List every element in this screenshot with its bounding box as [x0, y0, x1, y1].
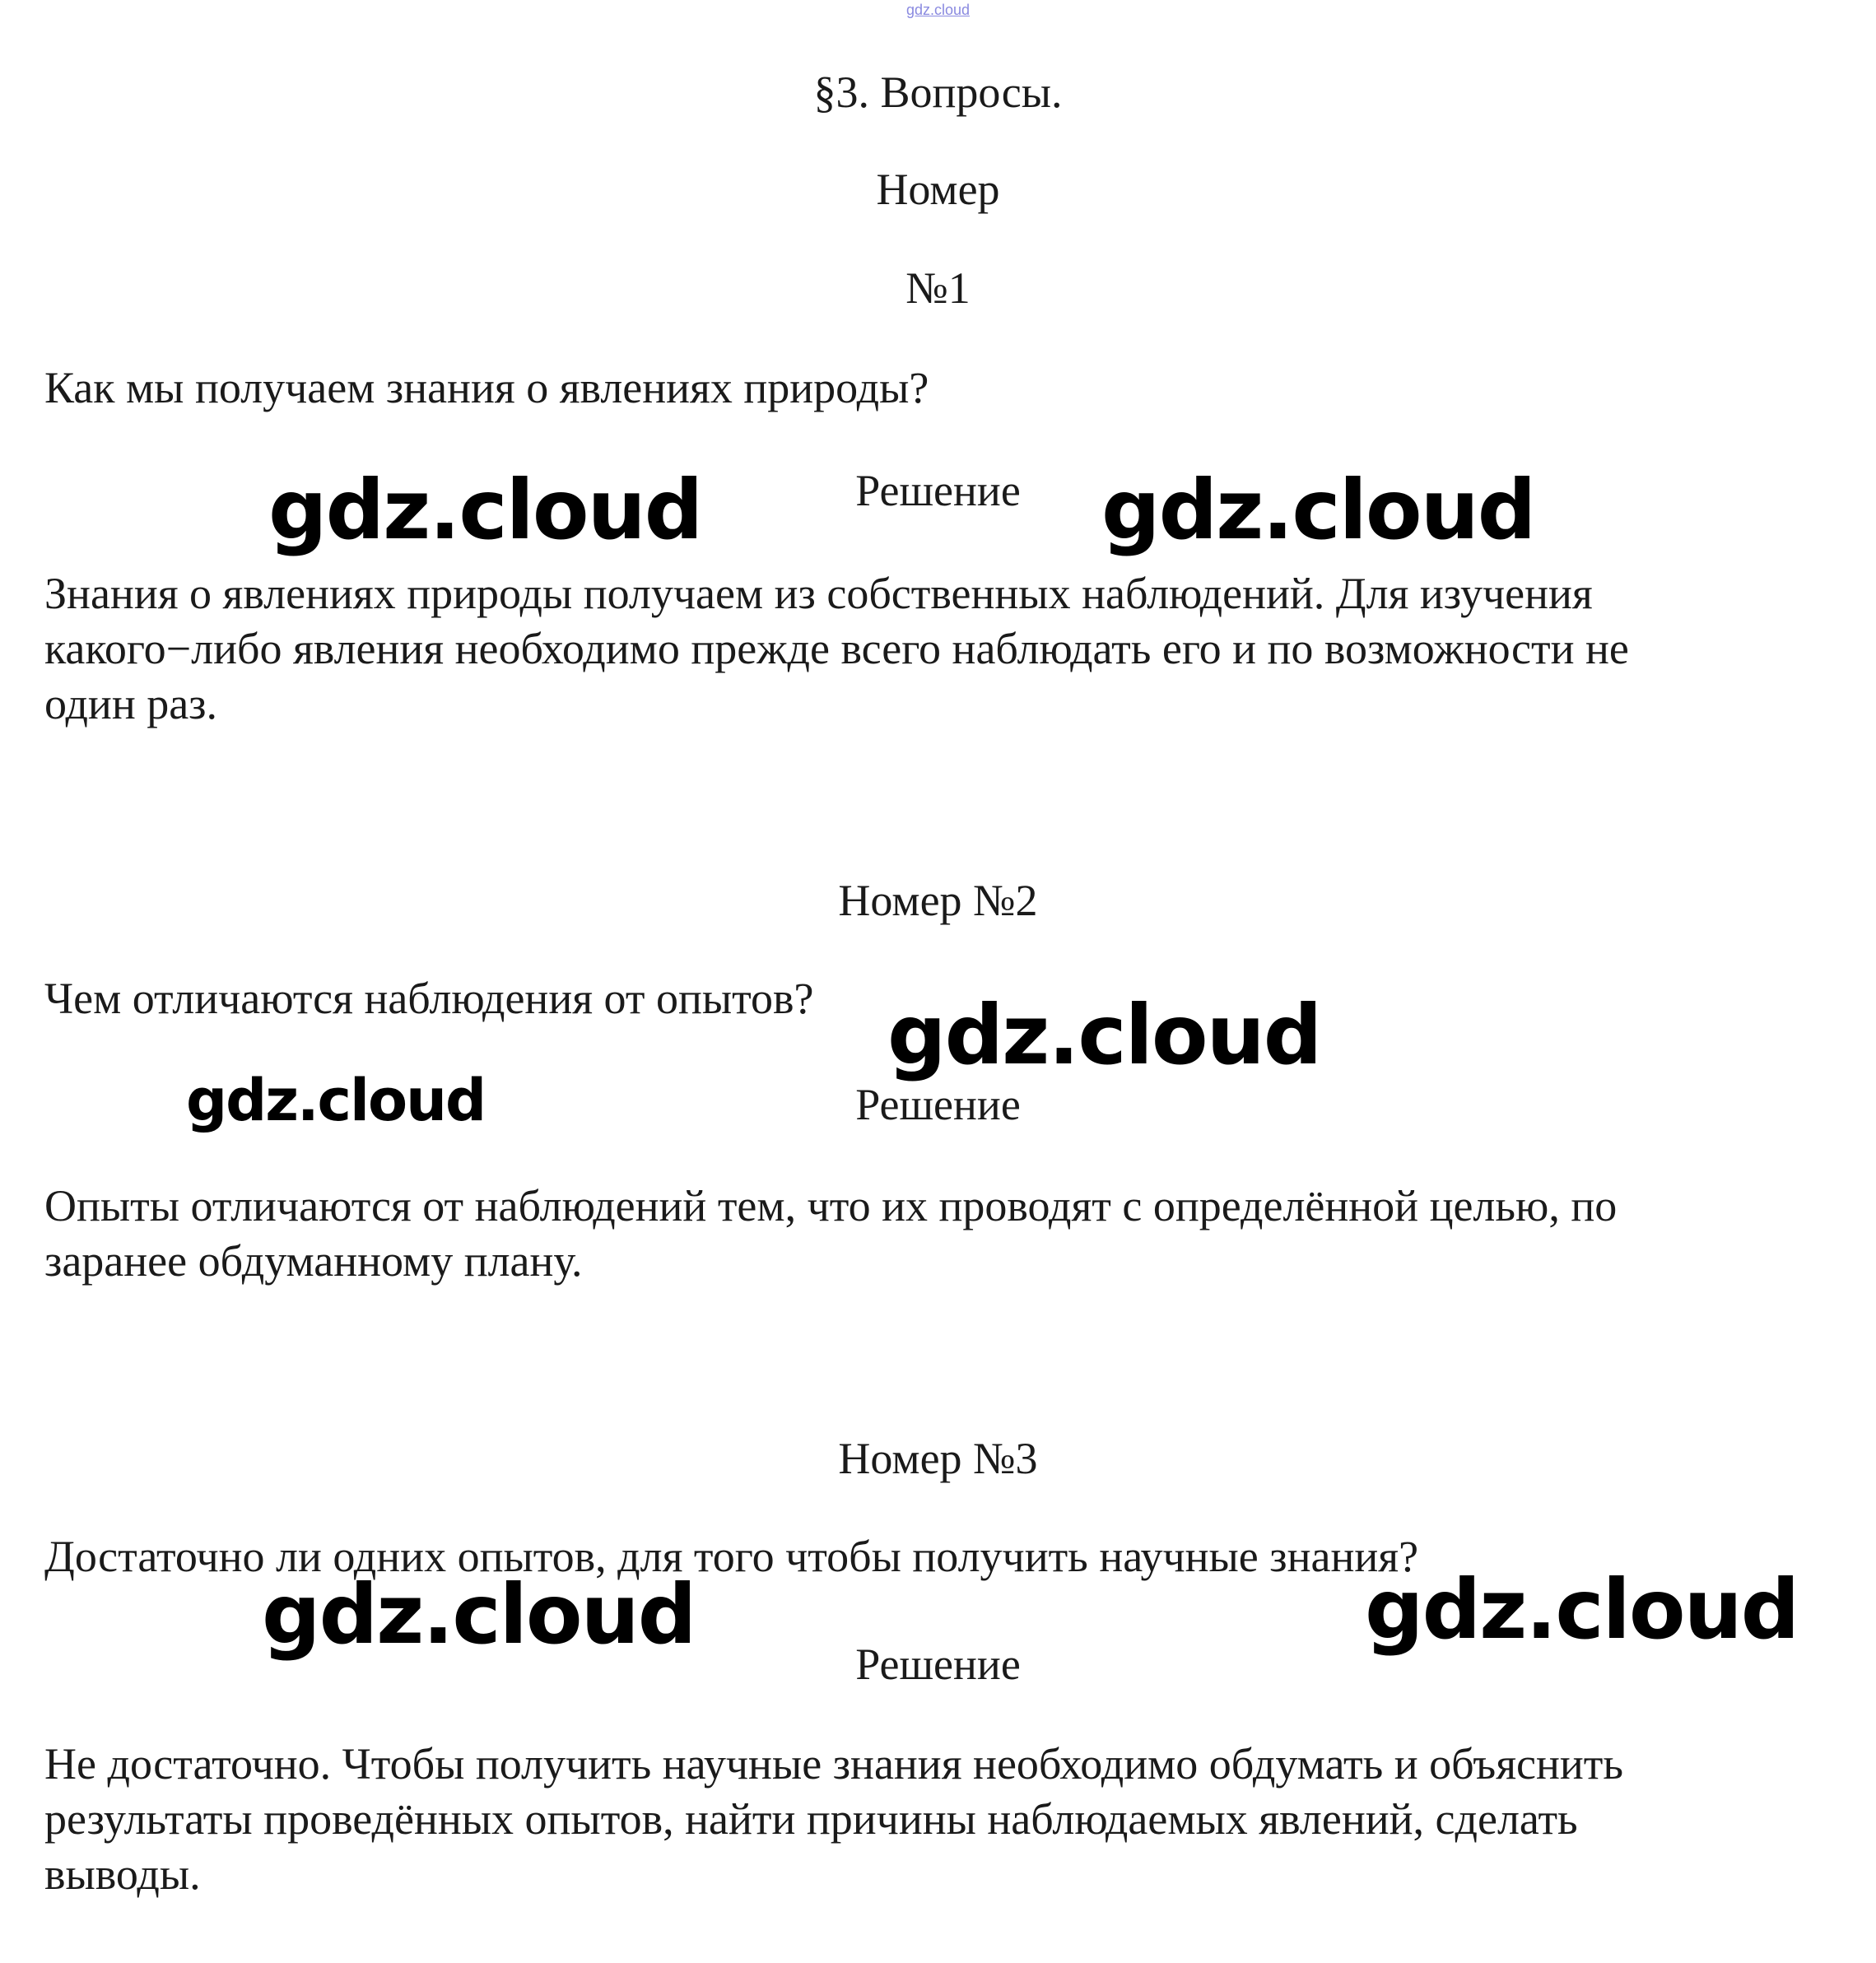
watermark: gdz.cloud — [268, 462, 702, 558]
question-1-number: №1 — [905, 263, 971, 313]
question-3-solution-label: Решение — [855, 1640, 1021, 1689]
watermark: gdz.cloud — [1101, 462, 1535, 558]
question-3-number: Номер №3 — [838, 1434, 1038, 1483]
watermark: gdz.cloud — [262, 1566, 696, 1663]
question-1-answer: Знания о явлениях природы получаем из собственных наблюдений. Для изучения какого−либо явления необходимо прежде всего наблюдать его и по возможности не один раз. — [44, 569, 1629, 728]
top-watermark-link[interactable]: gdz.cloud — [905, 2, 971, 18]
question-2-number: Номер №2 — [838, 876, 1038, 925]
question-3-text: Достаточно ли одних опытов, для того чтобы получить научные знания? — [44, 1532, 1419, 1581]
question-2-text: Чем отличаются наблюдения от опытов? — [44, 974, 814, 1023]
section-title: §3. Вопросы. — [813, 67, 1063, 117]
watermark: gdz.cloud — [887, 987, 1321, 1083]
question-2-solution-label: Решение — [855, 1080, 1021, 1129]
question-2-answer: Опыты отличаются от наблюдений тем, что их проводят с определённой целью, по заранее обдуманному плану. — [44, 1181, 1618, 1286]
question-1-text: Как мы получаем знания о явлениях природы? — [44, 363, 929, 412]
watermark: gdz.cloud — [186, 1067, 486, 1134]
watermark: gdz.cloud — [1365, 1561, 1799, 1658]
question-1-solution-label: Решение — [855, 466, 1021, 515]
question-3-answer: Не достаточно. Чтобы получить научные знания необходимо обдумать и объяснить результаты проведённых опытов, найти причины наблюдаемых явлений, сделать выводы. — [44, 1739, 1624, 1899]
question-1-number-label: Номер — [876, 165, 1000, 214]
